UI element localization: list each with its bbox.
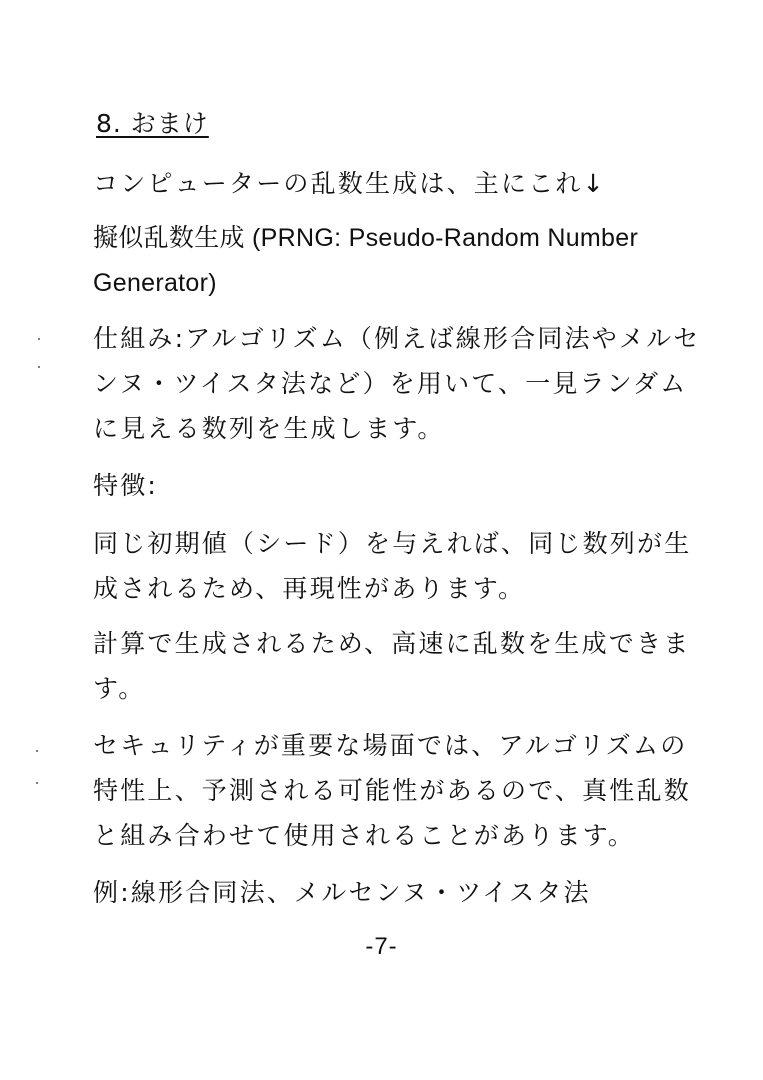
scan-mark	[38, 366, 40, 368]
feature-reproducible-line-2: 成されるため、再現性があります。	[93, 574, 526, 603]
prng-title-line-1: 擬似乱数生成 (PRNG: Pseudo-Random Number	[93, 224, 639, 252]
feature-reproducible-paragraph	[93, 521, 692, 611]
scan-mark	[36, 750, 38, 752]
mechanism-paragraph	[93, 316, 701, 451]
mechanism-line-3: に見える数列を生成します。	[93, 414, 445, 443]
examples-line: 例:線形合同法、メルセンヌ・ツイスタ法	[93, 878, 591, 907]
scan-mark	[36, 782, 38, 784]
mechanism-line-1: 仕組み:アルゴリズム（例えば線形合同法やメルセ	[93, 324, 701, 353]
section-heading: 8. おまけ	[96, 109, 209, 138]
feature-security-line-2: 特性上、予測される可能性があるので、真性乱数	[93, 776, 691, 805]
intro-paragraph	[93, 161, 673, 206]
feature-fast-line-1: 計算で生成されるため、高速に乱数を生成できま	[93, 629, 691, 658]
scan-mark	[38, 338, 40, 340]
feature-security-line-3: と組み合わせて使用されることがあります。	[93, 821, 636, 850]
feature-fast-paragraph	[93, 621, 691, 711]
prng-title-paragraph	[93, 216, 673, 306]
intro-line: コンピューターの乱数生成は、主にこれ↓	[93, 169, 606, 198]
features-label: 特徴:	[93, 471, 159, 500]
features-label-paragraph	[93, 463, 673, 508]
examples-paragraph	[93, 870, 673, 915]
feature-fast-line-2: す。	[93, 674, 146, 703]
prng-title-line-2: Generator)	[93, 269, 217, 297]
feature-security-line-1: セキュリティが重要な場面では、アルゴリズムの	[93, 731, 688, 760]
mechanism-line-2: ンヌ・ツイスタ法など）を用いて、一見ランダム	[93, 369, 688, 398]
feature-reproducible-line-1: 同じ初期値（シード）を与えれば、同じ数列が生	[93, 529, 692, 558]
page-number: -7-	[365, 933, 398, 960]
feature-security-paragraph	[93, 723, 691, 858]
